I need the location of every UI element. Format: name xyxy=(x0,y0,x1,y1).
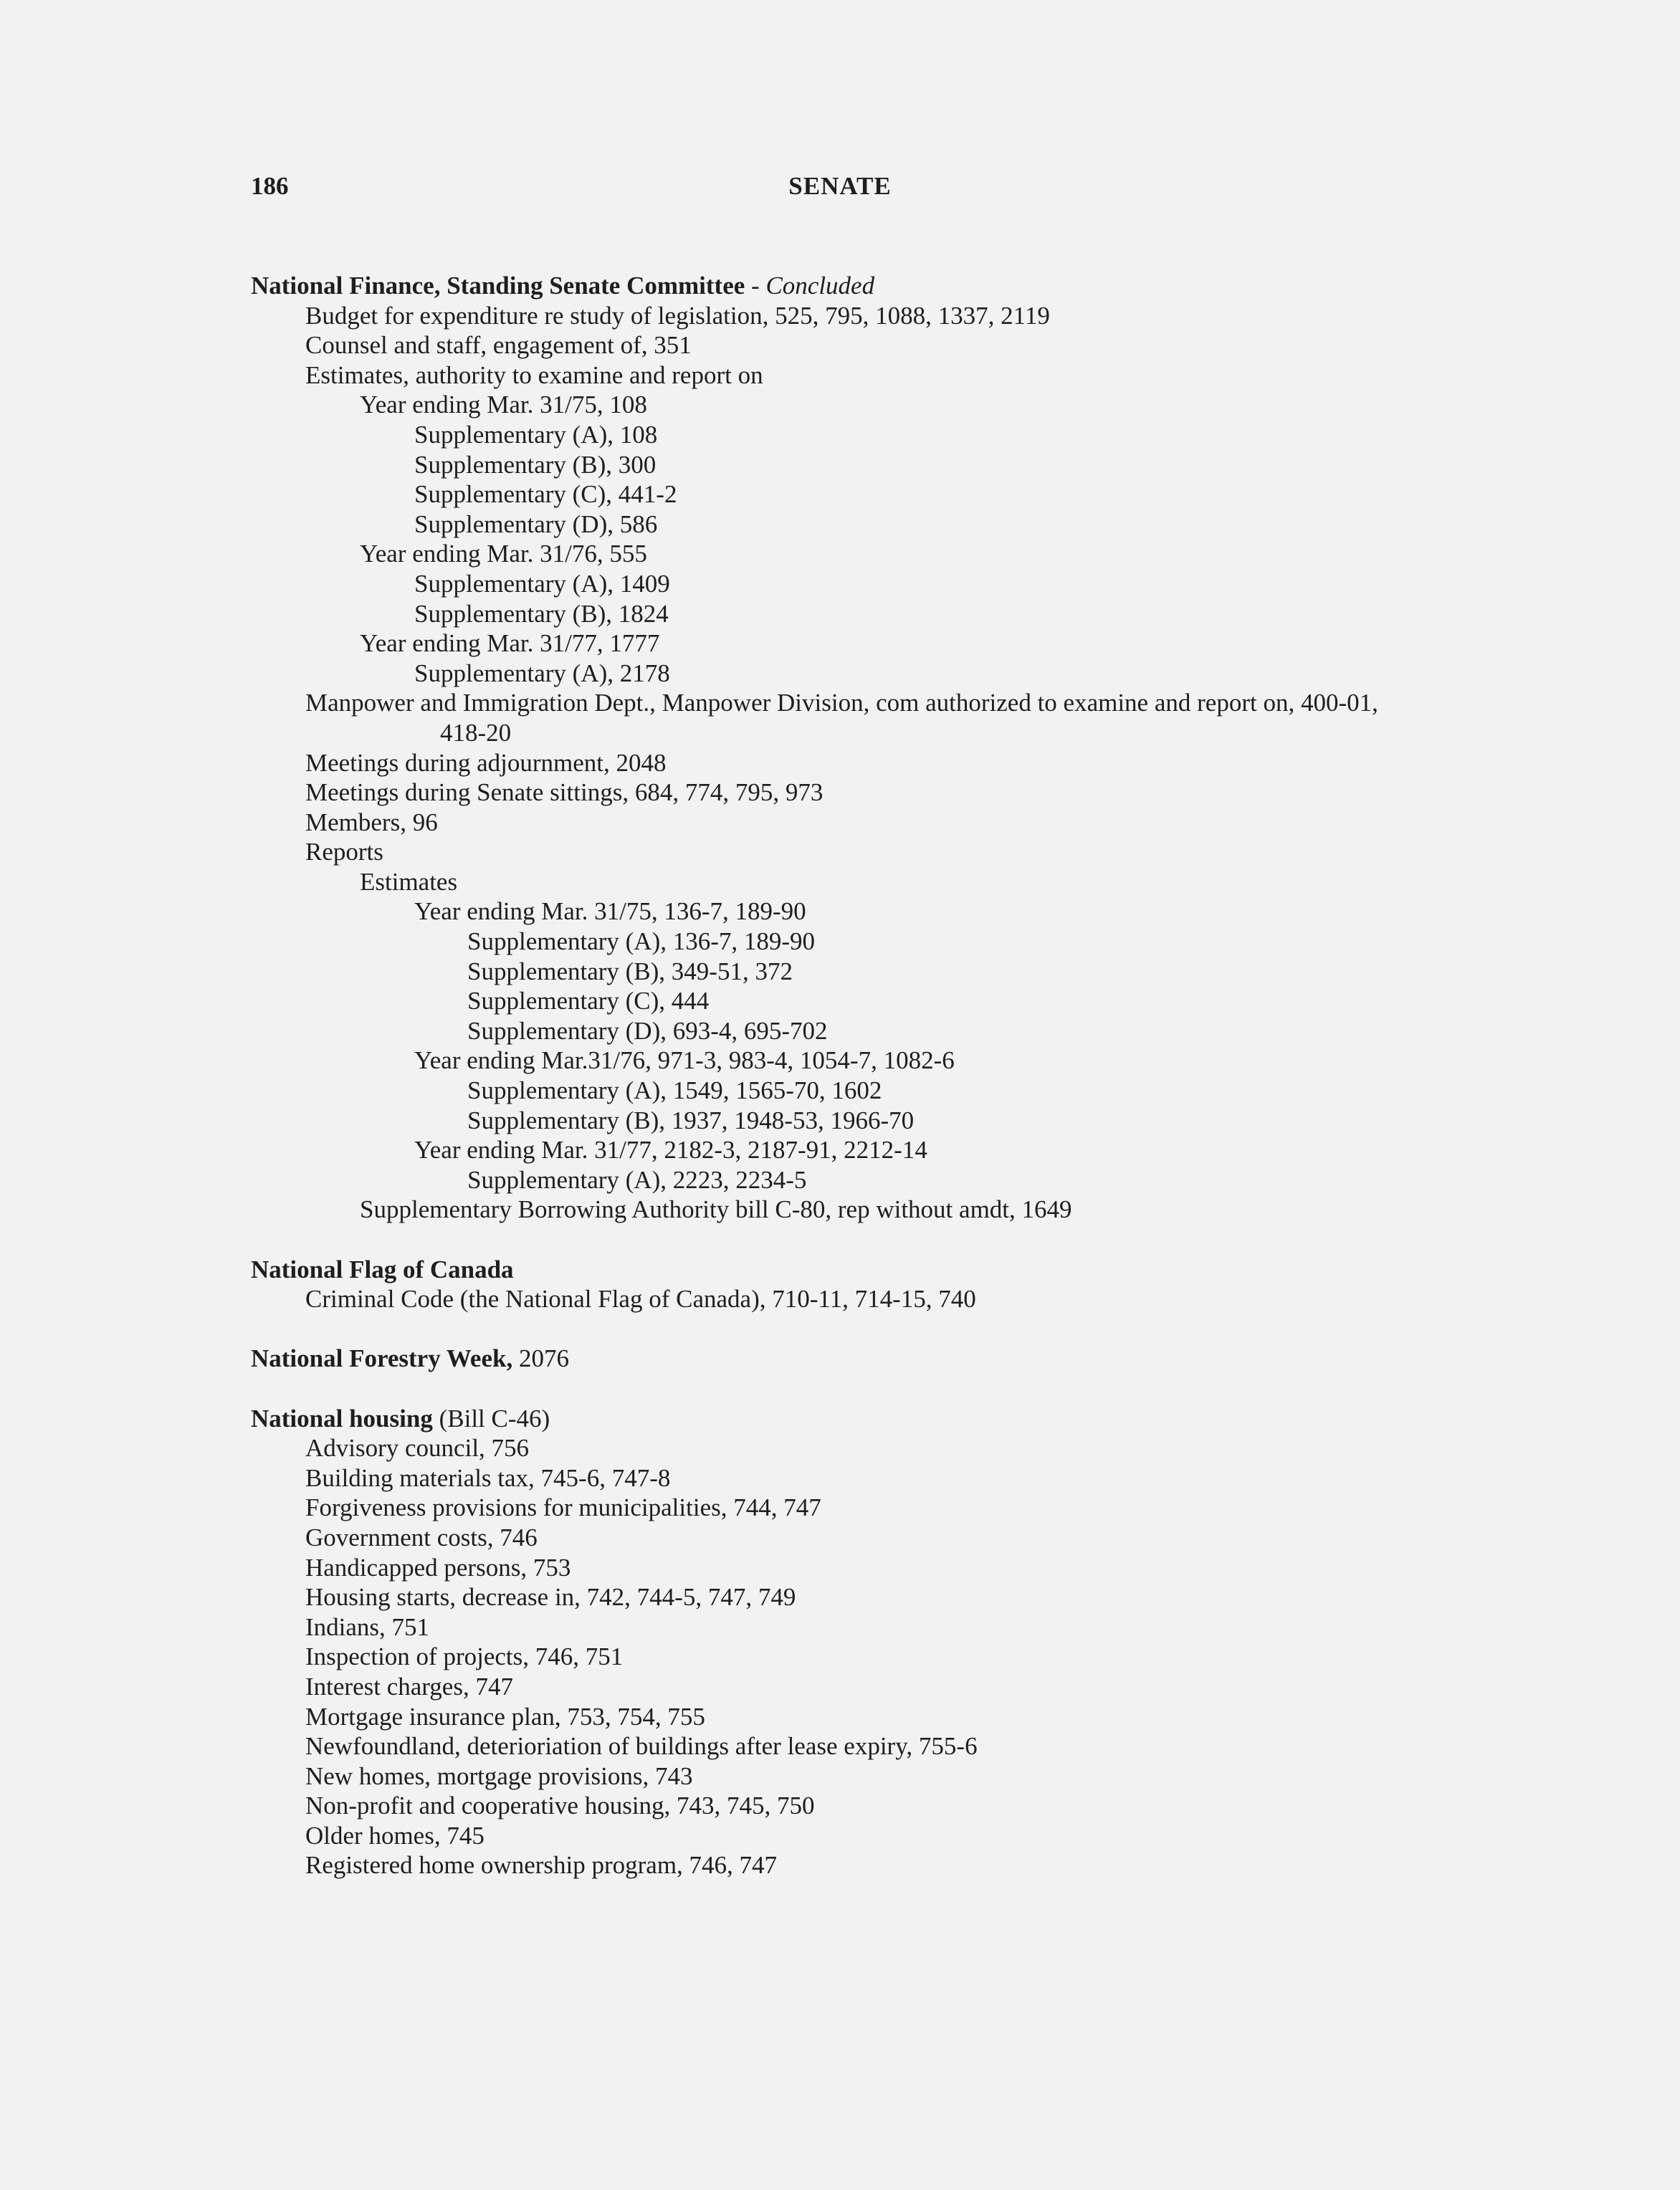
index-entry-national-flag xyxy=(251,1255,1598,1314)
subentry: Handicapped persons, 753 xyxy=(305,1553,571,1582)
index-entry-national-finance xyxy=(251,271,1598,1225)
subentry: Meetings during Senate sittings, 684, 774, 795, 973 xyxy=(305,778,824,807)
subentry: Estimates, authority to examine and report on xyxy=(305,360,763,389)
entry-title: National Finance, Standing Senate Committee xyxy=(251,272,745,300)
entry-title: National Forestry Week, xyxy=(251,1344,513,1373)
entry-qualifier: (Bill C-46) xyxy=(432,1404,550,1433)
subentry: Estimates xyxy=(360,867,458,896)
entry-heading xyxy=(251,271,1598,301)
index-body xyxy=(251,271,1598,1880)
subentry: Supplementary (A), 136-7, 189-90 xyxy=(467,927,816,956)
subentry: Meetings during adjournment, 2048 xyxy=(305,748,667,777)
subentry: Supplementary (A), 2223, 2234-5 xyxy=(467,1165,807,1194)
subentry: Supplementary Borrowing Authority bill C-80, rep without amdt, 1649 xyxy=(360,1195,1072,1224)
subentry-continuation: 418-20 xyxy=(440,718,512,747)
subentry: Supplementary (B), 349-51, 372 xyxy=(467,957,793,985)
subentry: Older homes, 745 xyxy=(305,1821,485,1850)
subentry: Criminal Code (the National Flag of Canada), 710-11, 714-15, 740 xyxy=(305,1285,976,1314)
subentry: Members, 96 xyxy=(305,808,438,836)
index-entry-national-forestry-week xyxy=(251,1344,1598,1374)
subentry: Year ending Mar. 31/75, 136-7, 189-90 xyxy=(414,897,806,926)
subentry: Supplementary (A), 1549, 1565-70, 1602 xyxy=(467,1076,882,1105)
subentry: Manpower and Immigration Dept., Manpower Division, com authorized to examine and report on, 400-01, xyxy=(305,689,1378,717)
entry-qualifier: Concluded xyxy=(765,272,875,300)
subentry: Indians, 751 xyxy=(305,1612,430,1641)
subentry: Interest charges, 747 xyxy=(305,1672,513,1701)
subentry: New homes, mortgage provisions, 743 xyxy=(305,1761,693,1790)
subentry: Supplementary (B), 300 xyxy=(414,450,657,479)
entry-heading xyxy=(251,1255,1598,1285)
subentry: Forgiveness provisions for municipalities, 744, 747 xyxy=(305,1493,821,1522)
subentry: Inspection of projects, 746, 751 xyxy=(305,1642,624,1671)
subentry: Mortgage insurance plan, 753, 754, 755 xyxy=(305,1702,705,1731)
subentry: Advisory council, 756 xyxy=(305,1434,530,1463)
subentry: Year ending Mar.31/76, 971-3, 983-4, 1054-7, 1082-6 xyxy=(414,1046,955,1075)
subentry: Supplementary (C), 444 xyxy=(467,987,710,1015)
entry-heading xyxy=(251,1344,1598,1374)
subentry: Supplementary (D), 586 xyxy=(414,510,658,538)
subentry: Supplementary (A), 2178 xyxy=(414,659,670,687)
subentry: Supplementary (D), 693-4, 695-702 xyxy=(467,1016,828,1045)
subentry: Registered home ownership program, 746, 747 xyxy=(305,1851,778,1880)
subentry: Reports xyxy=(305,838,383,866)
subentry: Supplementary (C), 441-2 xyxy=(414,480,677,509)
subentry: Supplementary (B), 1824 xyxy=(414,599,669,628)
entry-title: National housing xyxy=(251,1404,433,1433)
entry-title: National Flag of Canada xyxy=(251,1255,514,1283)
subentry: Non-profit and cooperative housing, 743, 745, 750 xyxy=(305,1792,815,1820)
index-entry-national-housing xyxy=(251,1404,1598,1881)
subentry: Year ending Mar. 31/76, 555 xyxy=(360,540,647,568)
subentry: Supplementary (A), 1409 xyxy=(414,569,670,598)
entry-heading xyxy=(251,1404,1598,1434)
page-number: 186 xyxy=(251,172,289,200)
subentry: Newfoundland, deterioriation of buildings after lease expiry, 755-6 xyxy=(305,1732,978,1761)
entry-pages: 2076 xyxy=(512,1344,569,1373)
subentry: Supplementary (B), 1937, 1948-53, 1966-70 xyxy=(467,1106,915,1134)
subentry: Building materials tax, 745-6, 747-8 xyxy=(305,1463,671,1492)
subentry: Budget for expenditure re study of legislation, 525, 795, 1088, 1337, 2119 xyxy=(305,301,1050,330)
subentry: Year ending Mar. 31/75, 108 xyxy=(360,391,647,419)
subentry: Housing starts, decrease in, 742, 744-5, 747, 749 xyxy=(305,1583,796,1612)
subentry: Counsel and staff, engagement of, 351 xyxy=(305,331,692,360)
subentry: Government costs, 746 xyxy=(305,1523,538,1551)
running-head: SENATE xyxy=(788,172,892,200)
subentry: Year ending Mar. 31/77, 2182-3, 2187-91, 2212-14 xyxy=(414,1136,927,1165)
entry-separator: - xyxy=(745,272,766,300)
subentry: Year ending Mar. 31/77, 1777 xyxy=(360,629,660,658)
subentry: Supplementary (A), 108 xyxy=(414,420,658,449)
